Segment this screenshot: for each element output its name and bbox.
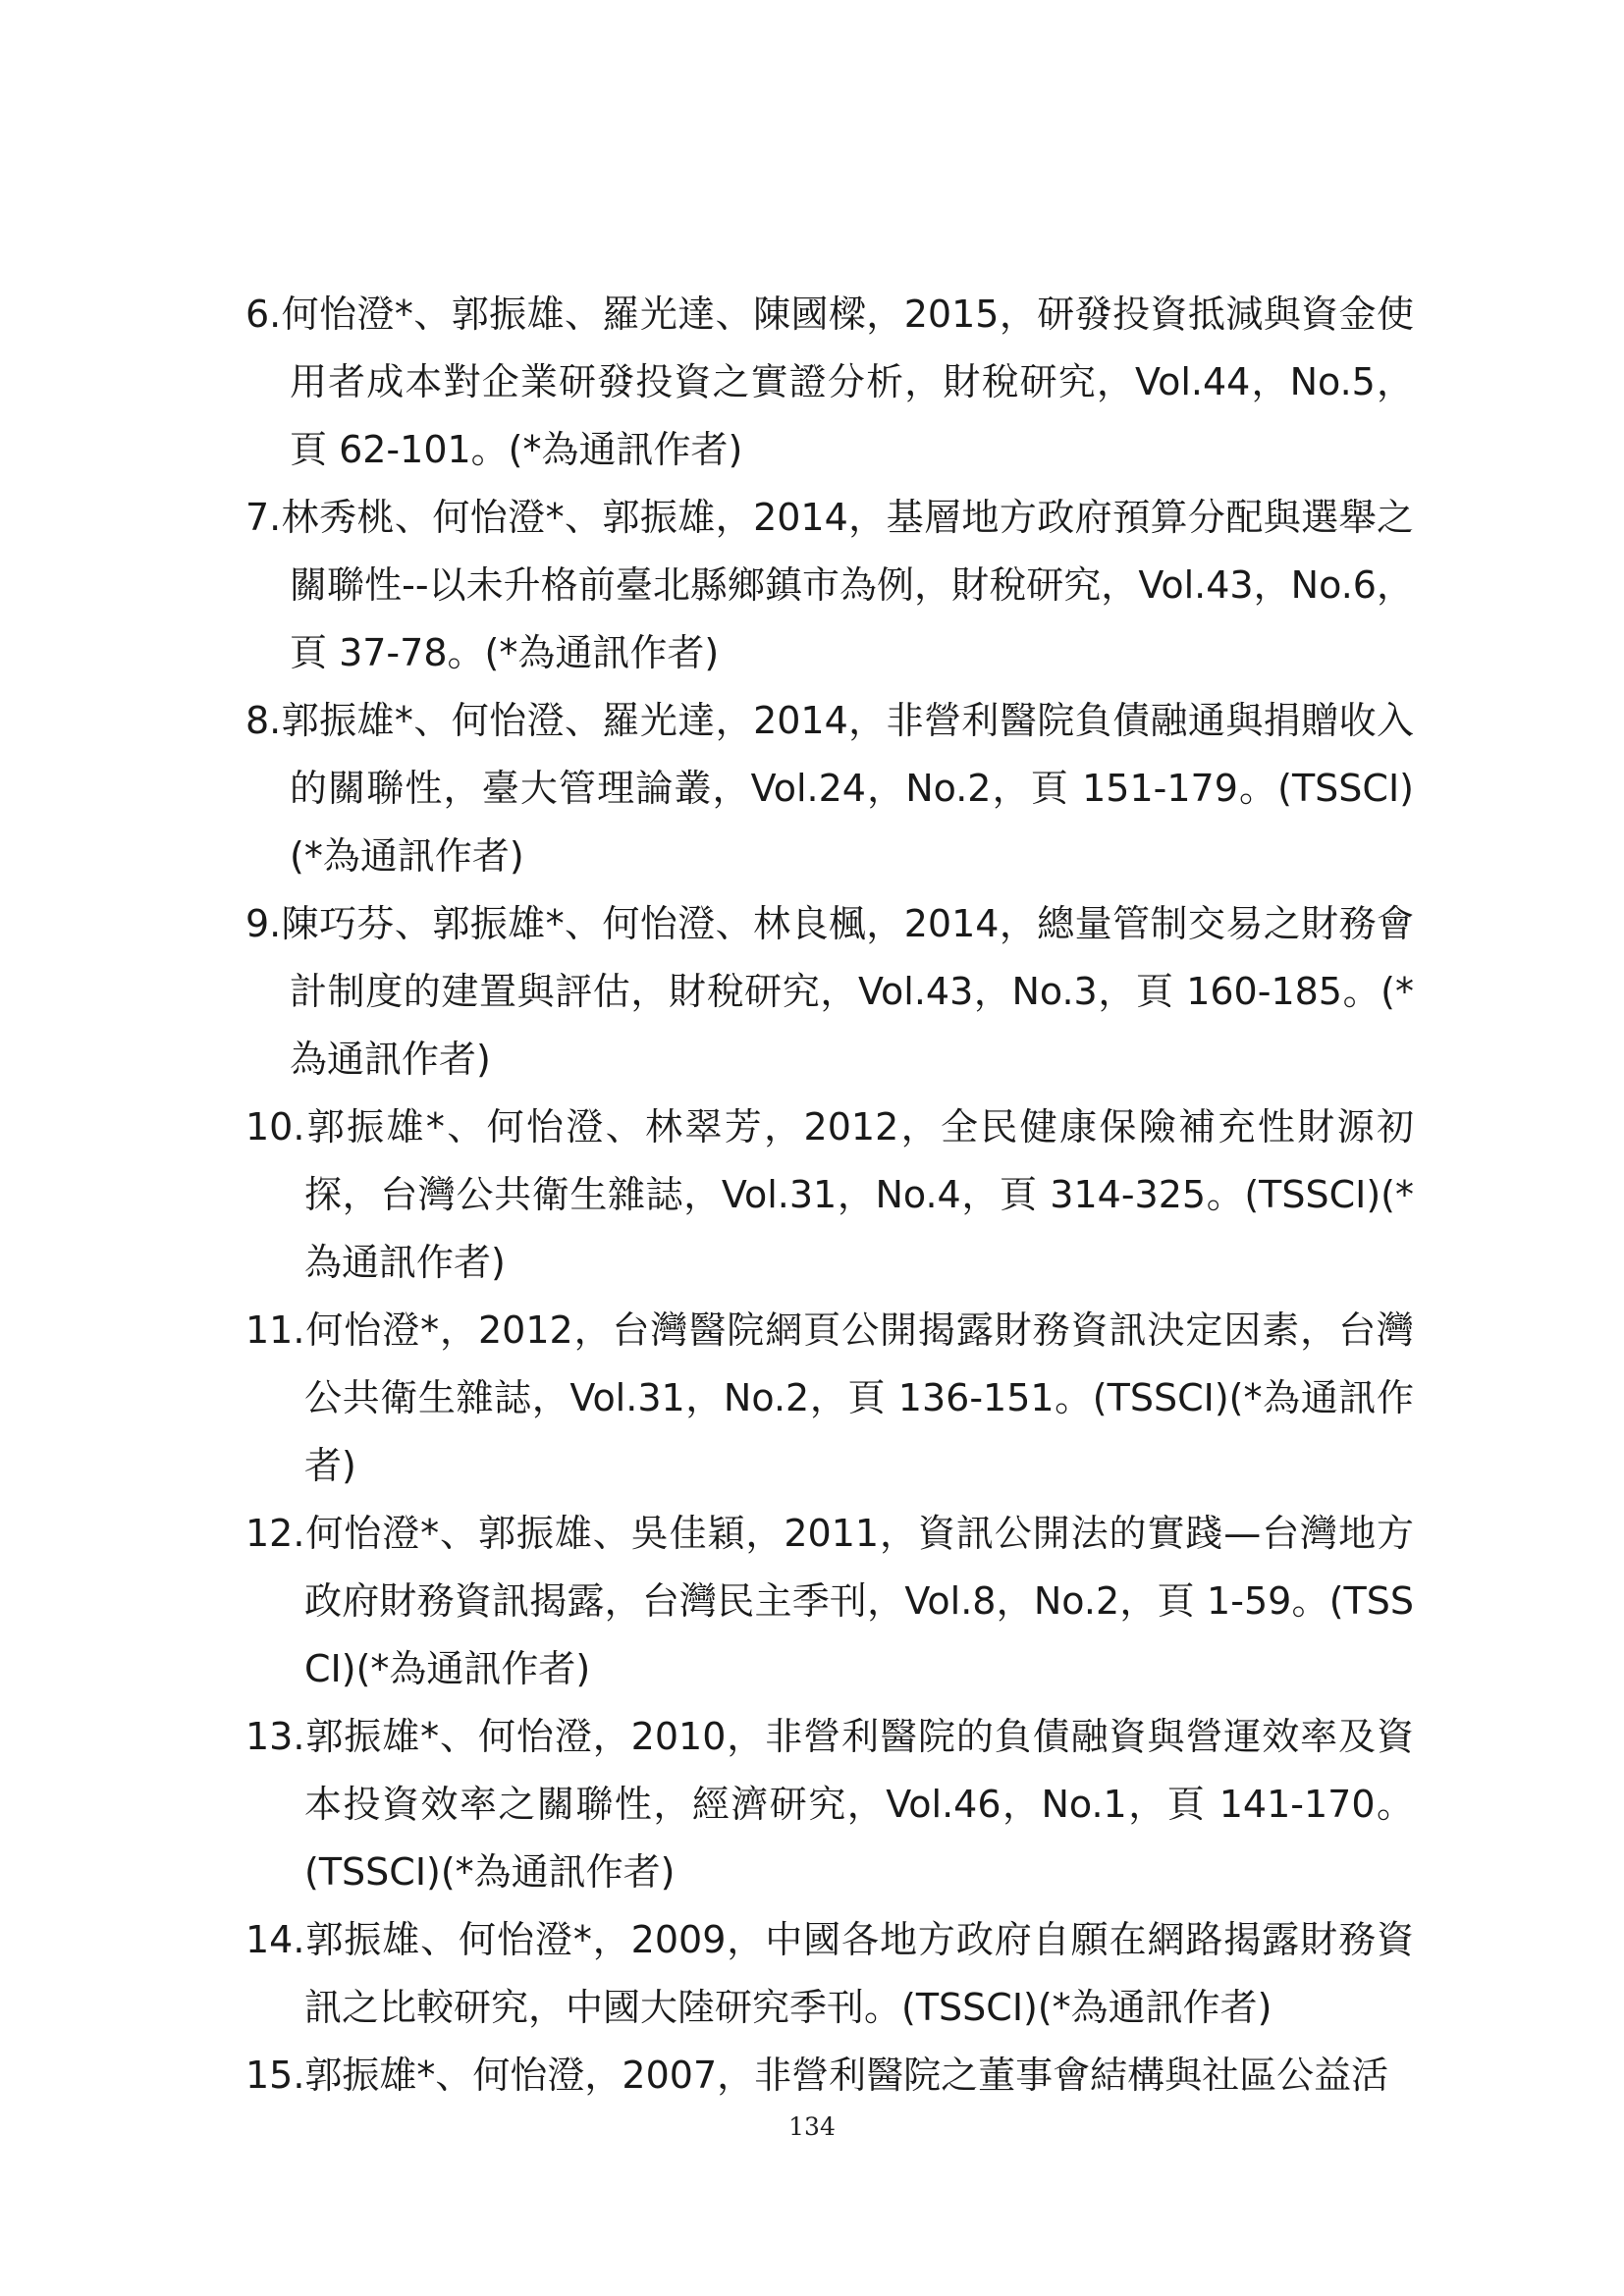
reference-item: 15.郭振雄*、何怡澄，2007，非營利醫院之董事會結構與社區公益活 bbox=[245, 2054, 1389, 2097]
reference-item: 12.何怡澄*、郭振雄、吳佳穎，2011，資訊公開法的實踐—台灣地方政府財務資訊揭露，台灣民主季刊，Vol.8，No.2，頁 1-59。(TSSCI)(*為通訊作者) bbox=[245, 1512, 1414, 1690]
page-number: 134 bbox=[788, 2112, 836, 2141]
reference-item: 13.郭振雄*、何怡澄，2010，非營利醫院的負債融資與營運效率及資本投資效率之關聯性，經濟研究，Vol.46，No.1，頁 141-170。(TSSCI)(*為通訊作者) bbox=[245, 1715, 1414, 1894]
reference-item: 9.陳巧芬、郭振雄*、何怡澄、林良楓，2014，總量管制交易之財務會計制度的建置與評估，財稅研究，Vol.43，No.3，頁 160-185。(*為通訊作者) bbox=[245, 902, 1414, 1081]
reference-list bbox=[245, 281, 1414, 2109]
reference-item: 14.郭振雄、何怡澄*，2009，中國各地方政府自願在網路揭露財務資訊之比較研究，中國大陸研究季刊。(TSSCI)(*為通訊作者) bbox=[245, 1918, 1414, 2029]
reference-item: 6.何怡澄*、郭振雄、羅光達、陳國樑，2015，研發投資抵減與資金使用者成本對企業研發投資之實證分析，財稅研究，Vol.44，No.5，頁 62-101。(*為通訊作者) bbox=[245, 293, 1414, 471]
reference-item: 10.郭振雄*、何怡澄、林翠芳，2012，全民健康保險補充性財源初探，台灣公共衛生雜誌，Vol.31，No.4，頁 314-325。(TSSCI)(*為通訊作者) bbox=[245, 1105, 1414, 1284]
reference-item: 7.林秀桃、何怡澄*、郭振雄，2014，基層地方政府預算分配與選舉之關聯性--以未升格前臺北縣鄉鎮市為例，財稅研究，Vol.43，No.6，頁 37-78。(*為通訊作者) bbox=[245, 496, 1414, 674]
reference-item: 11.何怡澄*，2012，台灣醫院網頁公開揭露財務資訊決定因素，台灣公共衛生雜誌，Vol.31，No.2，頁 136-151。(TSSCI)(*為通訊作者) bbox=[245, 1308, 1414, 1487]
reference-item: 8.郭振雄*、何怡澄、羅光達，2014，非營利醫院負債融通與捐贈收入的關聯性，臺大管理論叢，Vol.24，No.2，頁 151-179。(TSSCI)(*為通訊作者) bbox=[245, 699, 1414, 878]
